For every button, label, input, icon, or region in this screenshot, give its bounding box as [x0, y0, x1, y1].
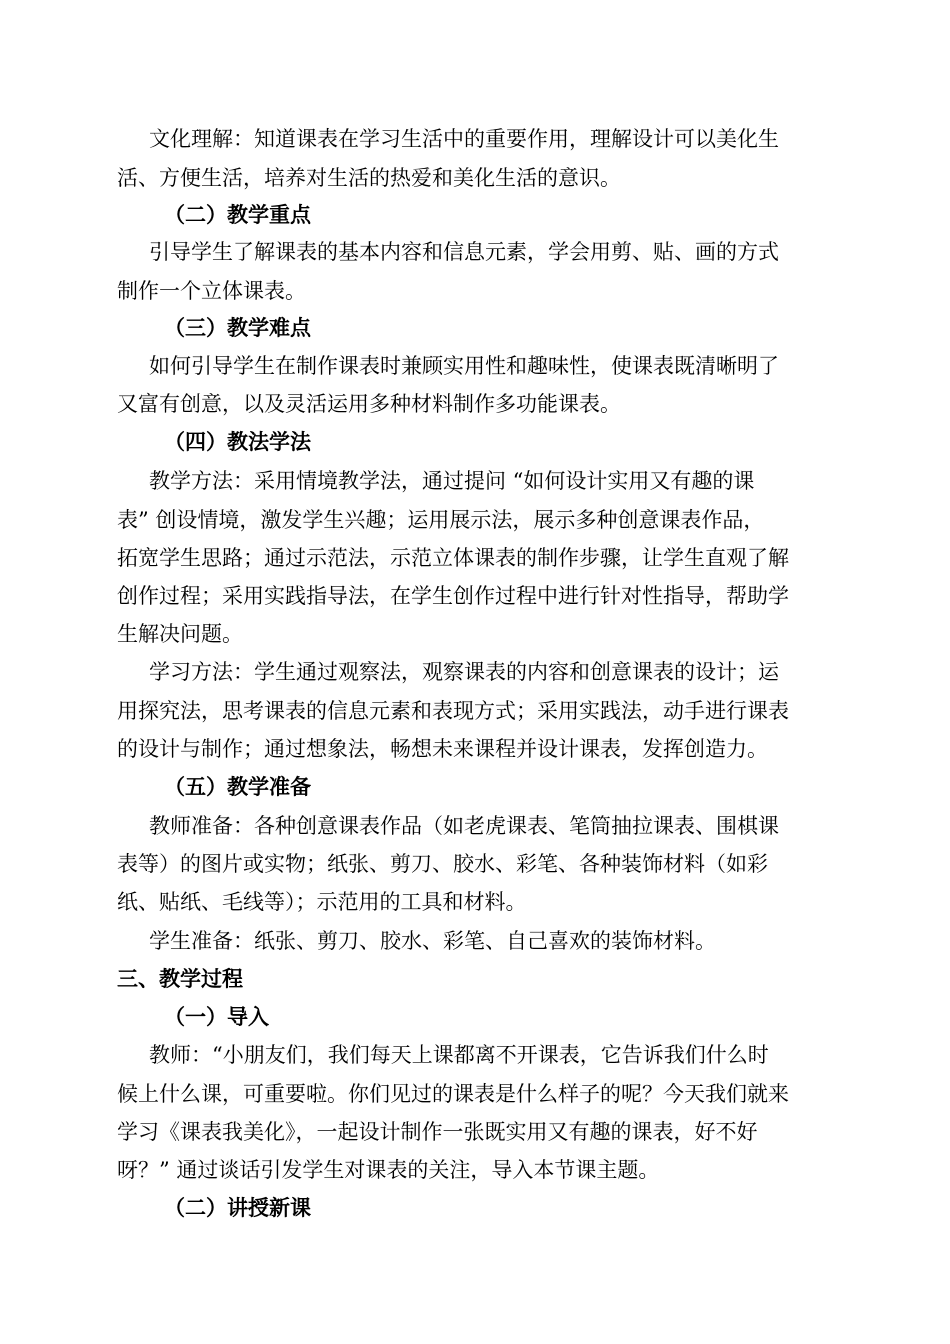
section-heading: （二）讲授新课	[164, 1195, 311, 1220]
paragraph-line: 活、方便生活，培养对生活的热爱和美化生活的意识。	[117, 166, 621, 190]
paragraph-line: 引导学生了解课表的基本内容和信息元素，学会用剪、贴、画的方式	[149, 240, 779, 264]
paragraph-line: 学生准备：纸张、剪刀、胶水、彩笔、自己喜欢的装饰材料。	[149, 929, 716, 953]
paragraph-line: 拓宽学生思路；通过示范法，示范立体课表的制作步骤，让学生直观了解	[117, 546, 789, 570]
paragraph-line: 创作过程；采用实践指导法，在学生创作过程中进行针对性指导，帮助学	[117, 584, 789, 608]
paragraph-line: 用探究法，思考课表的信息元素和表现方式；采用实践法，动手进行课表	[117, 699, 789, 723]
paragraph-line: 教师：“小朋友们，我们每天上课都离不开课表，它告诉我们什么时	[149, 1043, 769, 1067]
section-heading: （五）教学准备	[164, 774, 311, 799]
section-heading: （二）教学重点	[164, 202, 311, 227]
paragraph-line: 如何引导学生在制作课表时兼顾实用性和趣味性，使课表既清晰明了	[149, 354, 779, 378]
paragraph-line: 教学方法：采用情境教学法，通过提问 “如何设计实用又有趣的课	[149, 469, 755, 493]
paragraph-line: 生解决问题。	[117, 622, 243, 646]
paragraph-line: 学习方法：学生通过观察法，观察课表的内容和创意课表的设计；运	[149, 660, 779, 684]
paragraph-line: 的设计与制作；通过想象法，畅想未来课程并设计课表，发挥创造力。	[117, 737, 768, 761]
paragraph-line: 文化理解：知道课表在学习生活中的重要作用，理解设计可以美化生	[149, 127, 779, 151]
paragraph-line: 教师准备：各种创意课表作品（如老虎课表、笔筒抽拉课表、围棋课	[149, 814, 779, 838]
paragraph-line: 表” 创设情境，激发学生兴趣；运用展示法，展示多种创意课表作品，	[117, 508, 765, 532]
section-heading: （四）教法学法	[164, 429, 311, 454]
paragraph-line: 候上什么课，可重要啦。你们见过的课表是什么样子的呢？今天我们就来	[117, 1082, 789, 1106]
paragraph-line: 又富有创意，以及灵活运用多种材料制作多功能课表。	[117, 392, 621, 416]
section-heading: 三、教学过程	[117, 966, 243, 991]
paragraph-line: 表等）的图片或实物；纸张、剪刀、胶水、彩笔、各种装饰材料（如彩	[117, 852, 768, 876]
paragraph-line: 呀？” 通过谈话引发学生对课表的关注，导入本节课主题。	[117, 1158, 660, 1182]
section-heading: （三）教学难点	[164, 315, 311, 340]
paragraph-line: 纸、贴纸、毛线等）；示范用的工具和材料。	[117, 890, 527, 914]
paragraph-line: 学习《课表我美化》，一起设计制作一张既实用又有趣的课表，好不好	[117, 1120, 758, 1144]
section-heading: （一）导入	[164, 1004, 269, 1029]
paragraph-line: 制作一个立体课表。	[117, 279, 306, 303]
